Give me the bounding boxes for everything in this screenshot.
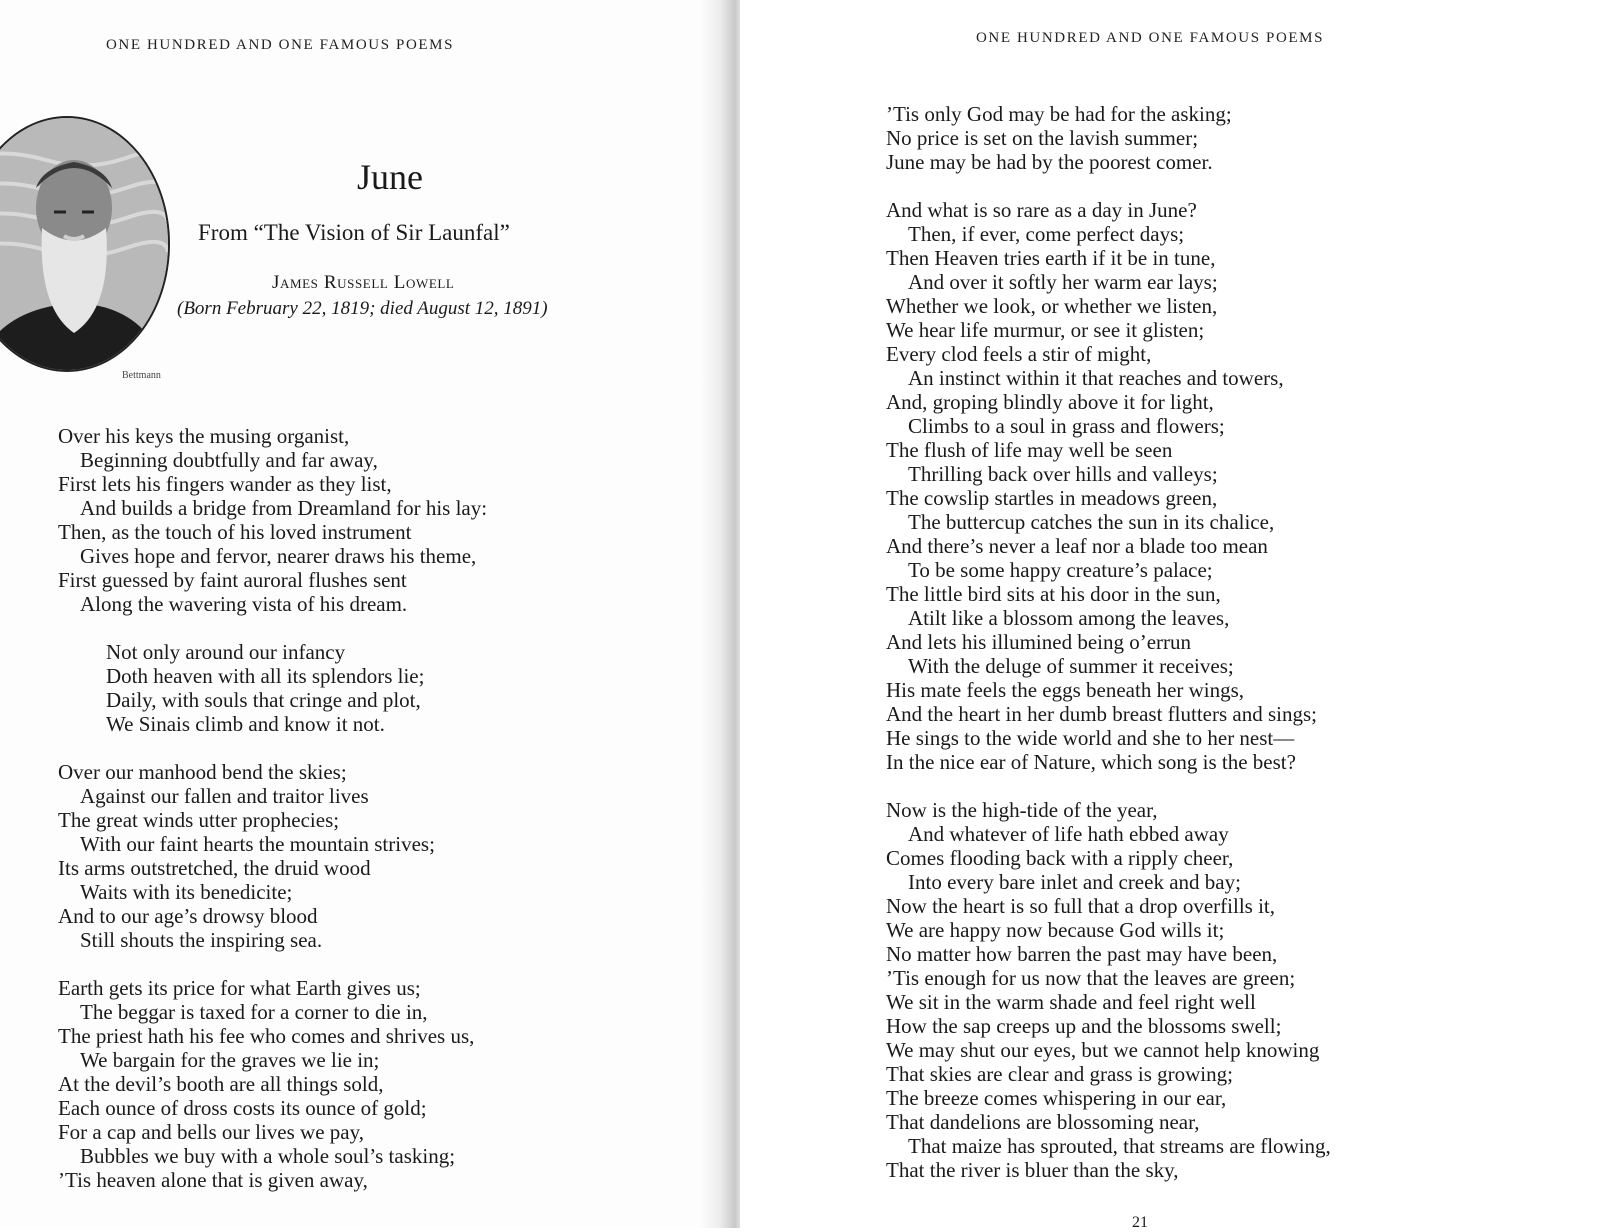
photo-credit: Bettmann xyxy=(122,370,161,381)
poem-line: Thrilling back over hills and valleys; xyxy=(908,462,1218,486)
poem-line: First lets his fingers wander as they list, xyxy=(58,472,392,496)
poem-line: ’Tis heaven alone that is given away, xyxy=(58,1168,368,1192)
poem-line: Waits with its benedicite; xyxy=(80,880,293,904)
poem-line: He sings to the wide world and she to her nest— xyxy=(886,726,1295,750)
poem-line: Each ounce of dross costs its ounce of gold; xyxy=(58,1096,427,1120)
portrait-image xyxy=(0,118,168,370)
poem-body-left xyxy=(58,424,487,1216)
poem-line: ’Tis only God may be had for the asking; xyxy=(886,102,1232,126)
poem-line: Then, as the touch of his loved instrument xyxy=(58,520,412,544)
poem-line: Over our manhood bend the skies; xyxy=(58,760,347,784)
poem-line: We Sinais climb and know it not. xyxy=(106,712,385,736)
poem-line: June may be had by the poorest comer. xyxy=(886,150,1213,174)
poem-line: The breeze comes whispering in our ear, xyxy=(886,1086,1227,1110)
poem-line: And, groping blindly above it for light, xyxy=(886,390,1214,414)
poem-line: For a cap and bells our lives we pay, xyxy=(58,1120,364,1144)
poem-line: Its arms outstretched, the druid wood xyxy=(58,856,371,880)
poem-line: And over it softly her warm ear lays; xyxy=(908,270,1218,294)
poem-line: The great winds utter prophecies; xyxy=(58,808,340,832)
page-number: 21 xyxy=(1132,1214,1148,1231)
stanza xyxy=(886,198,1331,774)
poem-title: June xyxy=(357,157,423,197)
poem-line: Not only around our infancy xyxy=(106,640,346,664)
poem-line: That skies are clear and grass is growing; xyxy=(886,1062,1233,1086)
poem-line: We may shut our eyes, but we cannot help knowing xyxy=(886,1038,1320,1062)
poem-line: To be some happy creature’s palace; xyxy=(908,558,1213,582)
poem-line: The flush of life may well be seen xyxy=(886,438,1173,462)
poem-line: Earth gets its price for what Earth gives us; xyxy=(58,976,421,1000)
poem-line: We hear life murmur, or see it glisten; xyxy=(886,318,1205,342)
author-name: James Russell Lowell xyxy=(272,272,455,293)
poem-line: Whether we look, or whether we listen, xyxy=(886,294,1218,318)
poem-subtitle: From “The Vision of Sir Launfal” xyxy=(198,220,510,245)
poem-line: And whatever of life hath ebbed away xyxy=(908,822,1229,846)
stanza xyxy=(886,798,1331,1182)
poem-line: Then Heaven tries earth if it be in tune, xyxy=(886,246,1216,270)
stanza xyxy=(58,640,487,736)
right-page xyxy=(740,0,1600,1231)
poem-line: First guessed by faint auroral flushes sent xyxy=(58,568,407,592)
poem-line: With the deluge of summer it receives; xyxy=(908,654,1234,678)
poem-line: And the heart in her dumb breast flutters and sings; xyxy=(886,702,1317,726)
poem-line: That maize has sprouted, that streams are flowing, xyxy=(908,1134,1331,1158)
poem-body-right xyxy=(886,102,1331,1206)
poem-line: Still shouts the inspiring sea. xyxy=(80,928,323,952)
poem-line: We sit in the warm shade and feel right well xyxy=(886,990,1256,1014)
poem-line: With our faint hearts the mountain strives; xyxy=(80,832,435,856)
author-portrait xyxy=(0,116,170,372)
poem-line: Over his keys the musing organist, xyxy=(58,424,350,448)
poem-line: No matter how barren the past may have been, xyxy=(886,942,1278,966)
poem-line: The buttercup catches the sun in its chalice, xyxy=(908,510,1275,534)
poem-line: An instinct within it that reaches and towers, xyxy=(908,366,1284,390)
poem-line: Climbs to a soul in grass and flowers; xyxy=(908,414,1225,438)
running-head-right: ONE HUNDRED AND ONE FAMOUS POEMS xyxy=(976,30,1325,46)
poem-line: The beggar is taxed for a corner to die in, xyxy=(80,1000,428,1024)
poem-line: His mate feels the eggs beneath her wings, xyxy=(886,678,1245,702)
left-page xyxy=(0,0,720,1228)
poem-line: Now the heart is so full that a drop overfills it, xyxy=(886,894,1276,918)
poem-line: And lets his illumined being o’errun xyxy=(886,630,1192,654)
poem-line: Doth heaven with all its splendors lie; xyxy=(106,664,425,688)
poem-line: And what is so rare as a day in June? xyxy=(886,198,1197,222)
poem-line: Daily, with souls that cringe and plot, xyxy=(106,688,421,712)
poem-line: That the river is bluer than the sky, xyxy=(886,1158,1179,1182)
poem-line: Along the wavering vista of his dream. xyxy=(80,592,408,616)
poem-line: Against our fallen and traitor lives xyxy=(80,784,369,808)
poem-line: Into every bare inlet and creek and bay; xyxy=(908,870,1241,894)
poem-line: Beginning doubtfully and far away, xyxy=(80,448,378,472)
poem-line: Comes flooding back with a ripply cheer, xyxy=(886,846,1234,870)
poem-line: Every clod feels a stir of might, xyxy=(886,342,1152,366)
poem-line: No price is set on the lavish summer; xyxy=(886,126,1199,150)
poem-line: Atilt like a blossom among the leaves, xyxy=(908,606,1230,630)
stanza xyxy=(886,102,1331,174)
stanza xyxy=(58,760,487,952)
poem-line: And there’s never a leaf nor a blade too mean xyxy=(886,534,1268,558)
stanza xyxy=(58,424,487,616)
poem-line: And builds a bridge from Dreamland for his lay: xyxy=(80,496,488,520)
poem-line: Bubbles we buy with a whole soul’s tasking; xyxy=(80,1144,456,1168)
poem-line: Then, if ever, come perfect days; xyxy=(908,222,1185,246)
poem-line: The priest hath his fee who comes and shrives us, xyxy=(58,1024,475,1048)
stanza xyxy=(58,976,487,1192)
poem-line: Gives hope and fervor, nearer draws his theme, xyxy=(80,544,477,568)
running-head-left: ONE HUNDRED AND ONE FAMOUS POEMS xyxy=(106,37,455,53)
author-dates: (Born February 22, 1819; died August 12, 1891) xyxy=(177,298,548,319)
poem-line: The little bird sits at his door in the sun, xyxy=(886,582,1221,606)
poem-line: How the sap creeps up and the blossoms swell; xyxy=(886,1014,1282,1038)
poem-line: We bargain for the graves we lie in; xyxy=(80,1048,380,1072)
poem-line: That dandelions are blossoming near, xyxy=(886,1110,1200,1134)
poem-line: We are happy now because God wills it; xyxy=(886,918,1225,942)
poem-line: And to our age’s drowsy blood xyxy=(58,904,318,928)
poem-line: At the devil’s booth are all things sold, xyxy=(58,1072,384,1096)
poem-line: The cowslip startles in meadows green, xyxy=(886,486,1218,510)
poem-line: In the nice ear of Nature, which song is the best? xyxy=(886,750,1296,774)
poem-line: Now is the high-tide of the year, xyxy=(886,798,1158,822)
poem-line: ’Tis enough for us now that the leaves are green; xyxy=(886,966,1296,990)
